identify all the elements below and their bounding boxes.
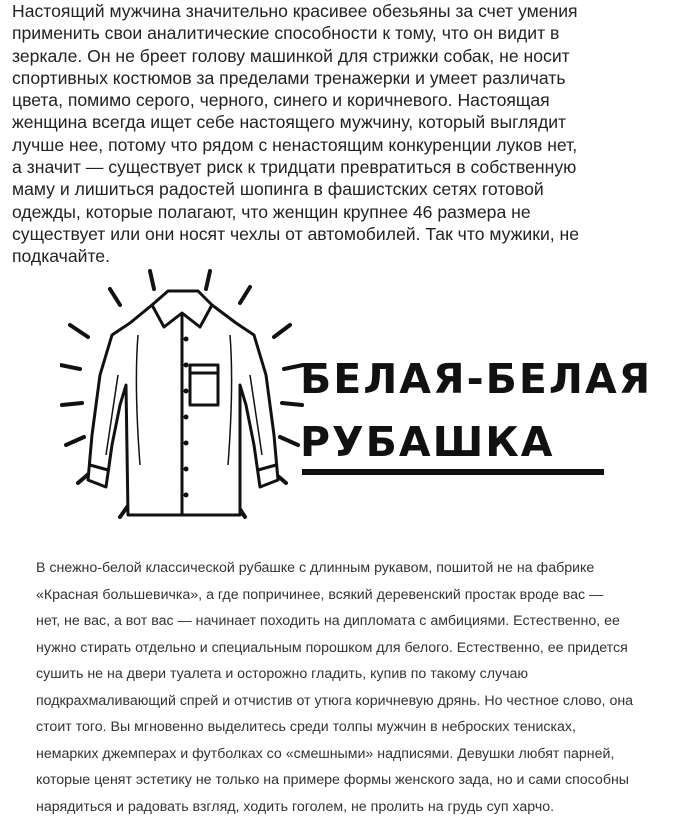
intro-line: одежды, которые полагают, что женщин крупнее 46 размера не [12, 201, 652, 223]
intro-line: цвета, помимо серого, черного, синего и коричневого. Настоящая [12, 89, 652, 111]
body-line: которые ценят эстетику не только на примере формы женского зада, но и сами способны [36, 767, 676, 794]
intro-line: Настоящий мужчина значительно красивее обезьяны за счет умения [12, 0, 652, 22]
body-paragraph [36, 555, 676, 820]
intro-paragraph [12, 0, 652, 268]
body-line: «Красная большевичка», а где попричинее, всякий деревенский простак вроде вас — [36, 582, 676, 609]
intro-line: зеркале. Он не бреет голову машинкой для стрижки собак, не носит [12, 45, 652, 67]
intro-line: подкачайте. [12, 245, 652, 267]
headline-line-2: РУБАШКА [300, 418, 555, 466]
body-line: сушить не на двери туалета и осторожно гладить, купив по такому случаю [36, 661, 676, 688]
intro-line: лучше нее, потому что рядом с ненастоящим конкуренции луков нет, [12, 134, 652, 156]
body-line: нет, не вас, а вот вас — начинает походить на дипломата с амбициями. Естественно, ее [36, 608, 676, 635]
headline-line-1: БЕЛАЯ-БЕЛАЯ [300, 355, 652, 403]
body-line: нарядиться и радовать взгляд, ходить гоголем, не пролить на грудь суп харчо. [36, 794, 676, 820]
shirt-illustration [60, 265, 305, 535]
body-line: нужно стирать отдельно и специальным порошком для белого. Естественно, ее придется [36, 635, 676, 662]
intro-line: применить свои аналитические способности к тому, что он видит в [12, 22, 652, 44]
body-line: немарких джемперах и футболках со «смешными» надписями. Девушки любят парней, [36, 741, 676, 768]
intro-line: существует или они носят чехлы от автомобилей. Так что мужики, не [12, 223, 652, 245]
intro-line: женщина всегда ищет себе настоящего мужчину, который выглядит [12, 111, 652, 133]
shirt-icon [60, 265, 305, 535]
intro-line: маму и лишиться радостей шопинга в фашистских сетях готовой [12, 178, 652, 200]
intro-line: а значит — существует риск к тридцати превратиться в собственную [12, 156, 652, 178]
body-line: подкрахмаливающий спрей и отчистив от утюга коричневую дрянь. Но честное слово, она [36, 688, 676, 715]
body-line: стоит того. Вы мгновенно выделитесь среди толпы мужчин в неброских тенисках, [36, 714, 676, 741]
headline-underline [302, 469, 604, 475]
body-line: В снежно-белой классической рубашке с длинным рукавом, пошитой не на фабрике [36, 555, 676, 582]
intro-line: спортивных костюмов за пределами тренажерки и умеет различать [12, 67, 652, 89]
